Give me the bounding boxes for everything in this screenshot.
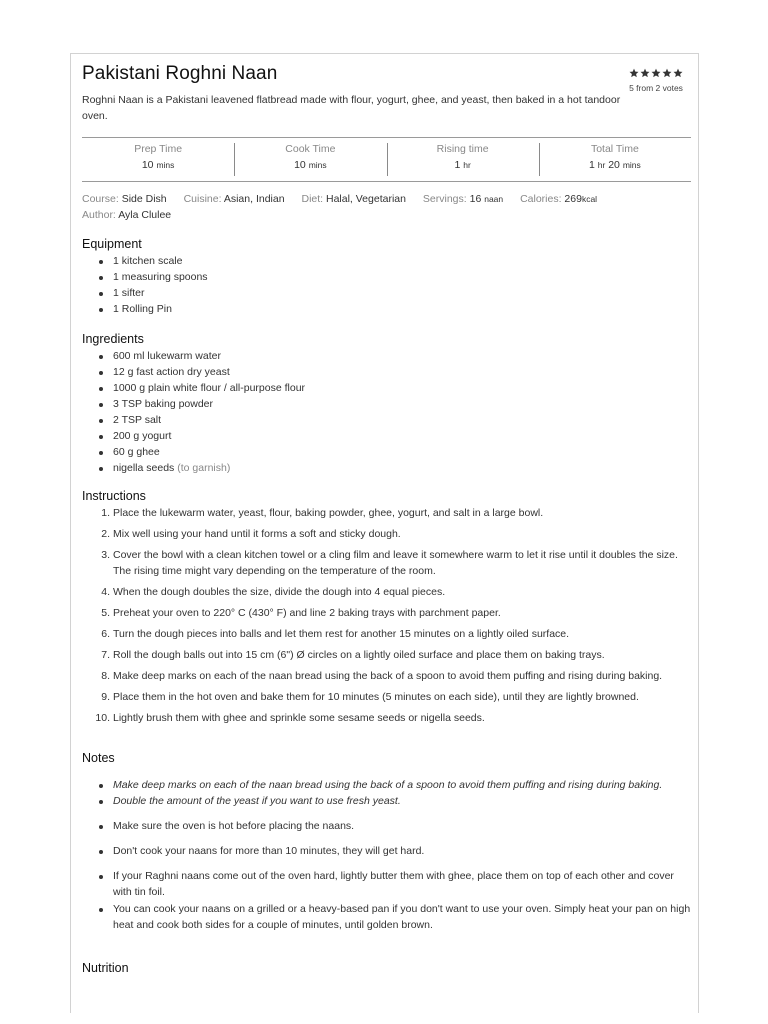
time-label: Cook Time (285, 143, 336, 155)
notes-heading: Notes (82, 751, 115, 765)
step-text: Turn the dough pieces into balls and let them rest for another 15 minutes on a lightly oiled surface. (113, 628, 570, 640)
step-text: Cover the bowl with a clean kitchen towel or a cling film and leave it somewhere warm to let it rise until it doubles the size. The rising time might vary depending on the temperature of the room. (113, 549, 678, 577)
note-item: Double the amount of the yeast if you want to use fresh yeast. (113, 793, 691, 809)
equipment-item: 1 measuring spoons (113, 271, 208, 283)
instruction-step (82, 526, 691, 542)
star-icon[interactable] (629, 68, 639, 78)
recipe-summary: Roghni Naan is a Pakistani leavened flatbread made with flour, yogurt, ghee, and yeast, then baked in a hot tandoor oven. (82, 94, 621, 122)
recipe-times (82, 137, 691, 182)
step-number: 9. (101, 691, 110, 703)
ingredient-item (113, 444, 305, 460)
instruction-step (82, 689, 691, 705)
equipment-item: 1 sifter (113, 285, 208, 301)
time-value (387, 159, 539, 171)
instruction-step (82, 710, 691, 726)
recipe-card (70, 53, 699, 1013)
ingredient-item (113, 428, 305, 444)
step-number: 5. (101, 607, 110, 619)
step-text: Lightly brush them with ghee and sprinkle some sesame seeds or nigella seeds. (113, 712, 485, 724)
step-text: Place them in the hot oven and bake them for 10 minutes (5 minutes on each side), until they are lightly browned. (113, 691, 639, 703)
step-number: 1. (101, 507, 110, 519)
time-cell (82, 138, 234, 181)
instructions-heading: Instructions (82, 489, 146, 503)
ingredient-text: 1000 g plain white flour / all-purpose flour (113, 382, 306, 394)
step-number: 4. (101, 586, 110, 598)
step-number: 3. (101, 549, 110, 561)
meta-calories: Calories: 269kcal (520, 193, 598, 205)
time-number: 1 (588, 159, 595, 171)
note-item: You can cook your naans on a grilled or a heavy-based pan if you don't want to use your oven. Simply heat your pan on high heat and cook both sides for a couple of minutes, until golden brown. (113, 903, 691, 931)
time-label: Prep Time (134, 143, 183, 155)
ingredients-heading: Ingredients (82, 332, 144, 346)
time-number: 10 (141, 159, 154, 171)
instruction-step (82, 647, 691, 663)
time-value (82, 159, 234, 171)
step-number: 8. (101, 670, 110, 682)
rating-votes: 5 from 2 votes (629, 83, 683, 93)
ingredient-item (113, 380, 305, 396)
instructions-list (82, 505, 691, 726)
star-icon[interactable] (673, 68, 683, 78)
rating-stars[interactable] (621, 68, 691, 78)
ingredient-text: 12 g fast action dry yeast (113, 366, 230, 378)
time-value (234, 159, 386, 171)
recipe-meta (82, 191, 691, 223)
equipment-item: 1 Rolling Pin (113, 301, 208, 317)
time-unit: mins (622, 160, 641, 170)
recipe-title: Pakistani Roghni Naan (82, 63, 278, 84)
note-item: Make deep marks on each of the naan bread using the back of a spoon to avoid them puffing and rising during baking. (113, 777, 691, 793)
step-number: 2. (101, 528, 110, 540)
note-item: If your Raghni naans come out of the oven hard, lightly butter them with ghee, place them on top of each other and cover with tin foil. (113, 868, 691, 900)
star-icon[interactable] (662, 68, 672, 78)
step-number: 7. (101, 649, 110, 661)
equipment-list (82, 253, 208, 317)
time-label: Rising time (436, 143, 489, 155)
instruction-step (82, 626, 691, 642)
time-unit: hr (597, 160, 606, 170)
step-text: Mix well using your hand until it forms a soft and sticky dough. (113, 528, 401, 540)
step-text: Make deep marks on each of the naan bread using the back of a spoon to avoid them puffing and rising during baking. (113, 670, 663, 682)
step-number: 10. (95, 712, 110, 724)
meta-author: Author: Ayla Clulee (82, 209, 172, 221)
nutrition-heading: Nutrition (82, 961, 129, 975)
time-number: 20 (608, 159, 620, 171)
instruction-step (82, 505, 691, 521)
equipment-item: 1 kitchen scale (113, 253, 208, 269)
ingredient-text: 600 ml lukewarm water (113, 350, 221, 362)
time-cell (387, 138, 539, 181)
instruction-step (82, 668, 691, 684)
ingredient-text: 2 TSP salt (113, 414, 162, 426)
ingredient-item (113, 364, 305, 380)
step-number: 6. (101, 628, 110, 640)
ingredient-item (113, 396, 305, 412)
instruction-step (82, 605, 691, 621)
ingredient-note: (to garnish) (177, 462, 231, 474)
time-unit: mins (156, 160, 175, 170)
time-cell (234, 138, 386, 181)
star-icon[interactable] (651, 68, 661, 78)
step-text: Preheat your oven to 220° C (430° F) and line 2 baking trays with parchment paper. (113, 607, 501, 619)
time-cell (539, 138, 691, 181)
meta-cuisine: Cuisine: Asian, Indian (183, 193, 285, 205)
time-number: 10 (294, 159, 306, 171)
step-text: Roll the dough balls out into 15 cm (6") Ø circles on a lightly oiled surface and place them on baking trays. (113, 649, 605, 661)
meta-course: Course: Side Dish (82, 193, 167, 205)
star-icon[interactable] (640, 68, 650, 78)
ingredient-text: 200 g yogurt (113, 430, 172, 442)
step-text: When the dough doubles the size, divide the dough into 4 equal pieces. (113, 586, 446, 598)
step-text: Place the lukewarm water, yeast, flour, baking powder, ghee, yogurt, and salt in a large bowl. (113, 507, 544, 519)
note-item: Make sure the oven is hot before placing the naans. (113, 818, 691, 834)
instruction-step (82, 584, 691, 600)
ingredient-text: nigella seeds (113, 462, 175, 474)
note-item: Don't cook your naans for more than 10 minutes, they will get hard. (113, 843, 691, 859)
time-number: 1 (454, 159, 461, 171)
ingredient-item (113, 348, 305, 364)
ingredient-item (113, 412, 305, 428)
meta-diet: Diet: Halal, Vegetarian (301, 193, 406, 205)
ingredients-list (82, 348, 305, 476)
equipment-heading: Equipment (82, 237, 142, 251)
time-label: Total Time (590, 143, 639, 155)
ingredient-text: 60 g ghee (113, 446, 160, 458)
meta-servings: Servings: 16 naan (422, 193, 504, 205)
instruction-step (82, 547, 691, 579)
time-unit: hr (463, 160, 471, 170)
recipe-rating[interactable] (621, 68, 691, 93)
time-value (539, 159, 691, 171)
notes-list (82, 777, 691, 933)
ingredient-item (113, 460, 305, 476)
time-unit: mins (308, 160, 327, 170)
ingredient-text: 3 TSP baking powder (113, 398, 214, 410)
